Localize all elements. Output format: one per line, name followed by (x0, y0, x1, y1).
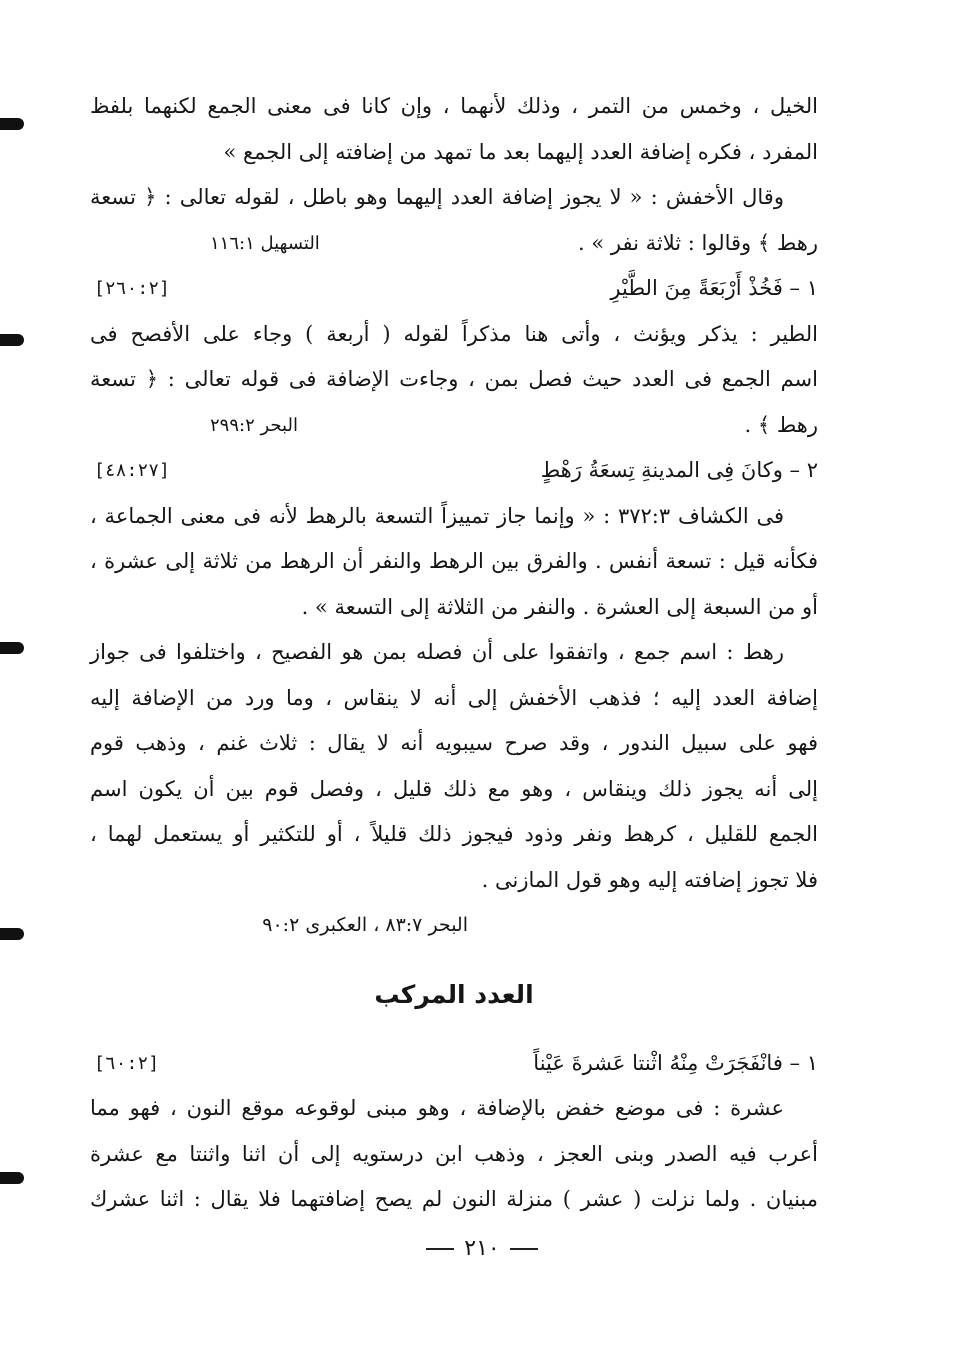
text-line: فى الكشاف ٣٧٢:٣ : « وإنما جاز تمييزاً التسعة بالرهط لأنه فى معنى الجماعة ، (90, 503, 784, 528)
verse-reference: [٢٦٠:٢] (94, 278, 170, 299)
text-line: عشرة : فى موضع خفض بالإضافة ، وهو مبنى لوقوعه موقع النون ، فهو مما (90, 1096, 784, 1120)
text-line: فكأنه قيل : تسعة أنفس . والفرق بين الرهط والنفر أن الرهط من ثلاثة إلى عشرة ، (90, 549, 818, 573)
text-line: الجمع للقليل ، كرهط ونفر وذود فيجوز ذلك قليلاً ، أو للتكثير أو يستعمل لهما ، (90, 822, 818, 846)
text-line: الطير : يذكر ويؤنث ، وأتى هنا مذكراً لقوله ( أربعة ) وجاء على الأفصح فى (90, 321, 818, 346)
text-line: اسم الجمع فى العدد حيث فصل بمن ، وجاءت الإضافة فى قوله تعالى : ﴿ تسعة (90, 367, 818, 391)
text-line: أو من السبعة إلى العشرة . والنفر من الثلاثة إلى التسعة » . (301, 594, 818, 619)
source-reference: البحر ٨٣:٧ ، العكبرى ٩٠:٢ (262, 914, 468, 936)
margin-mark (0, 928, 24, 940)
text-line (90, 221, 818, 267)
text-line: وقال الأخفش : « لا يجوز إضافة العدد إليهما وهو باطل ، لقوله تعالى : ﴿ تسعة (90, 185, 784, 209)
line-text: رهط ﴾ وقالوا : ثلاثة نفر » . (578, 230, 818, 255)
line-text: رهط ﴾ . (744, 412, 818, 437)
verse-text: ٢ – وكانَ فِى المدينةِ تِسعَةُ رَهْطٍ (540, 458, 818, 482)
margin-mark (0, 334, 24, 346)
text-line (90, 403, 818, 449)
text-line: المفرد ، فكره إضافة العدد إليهما بعد ما تمهد من إضافته إلى الجمع » (223, 139, 818, 164)
section-heading: العدد المركب (374, 979, 534, 1009)
verse-text: ١ – فانْفَجَرَتْ مِنْهُ اثْنتا عَشرةَ عَيْناً (533, 1050, 818, 1075)
page-number: ٢١٠ (0, 1236, 964, 1261)
verse-line (90, 1041, 818, 1087)
text-line: فهو على سبيل الندور ، وقد صرح سيبويه أنه لا يقال : ثلاث غنم ، وذهب قوم (90, 731, 818, 755)
text-line: فلا تجوز إضافته إليه وهو قول المازنى . (481, 867, 818, 892)
page-body (90, 84, 818, 1223)
verse-text: ١ – فَخُذْ أَرْبَعَةً مِنَ الطَّيْرِ (610, 276, 818, 300)
margin-mark (0, 1172, 24, 1184)
source-reference: البحر ٢٩٩:٢ (210, 414, 298, 436)
text-line: الخيل ، وخمس من التمر ، وذلك لأنهما ، وإن كانا فى معنى الجمع لكنهما بلفظ (90, 94, 818, 118)
source-reference: التسهيل ١١٦:١ (210, 232, 320, 254)
text-line: أعرب فيه الصدر وبنى العجز ، وذهب ابن درستويه إلى أن اثنا واثنتا مع عشرة (90, 1141, 818, 1166)
text-line: إلى أنه يجوز ذلك وينقاس ، وهو مع ذلك قليل ، وفصل قوم بين أن يكون اسم (90, 776, 818, 801)
text-line: رهط : اسم جمع ، واتفقوا على أن فصله بمن هو الفصيح ، واختلفوا فى جواز (90, 640, 784, 664)
verse-reference: [٦٠:٢] (94, 1052, 160, 1074)
verse-reference: [٤٨:٢٧] (94, 460, 170, 481)
margin-mark (0, 642, 24, 654)
text-line: مبنيان . ولما نزلت ( عشر ) منزلة النون لم يصح إضافتهما فلا يقال : اثنا عشرك (90, 1187, 818, 1211)
verse-line (90, 266, 818, 312)
text-line: إضافة العدد إليه ؛ فذهب الأخفش إلى أنه لا ينقاس ، وما ورد من الإضافة إليه (90, 685, 818, 710)
margin-mark (0, 118, 24, 130)
verse-line (90, 448, 818, 494)
